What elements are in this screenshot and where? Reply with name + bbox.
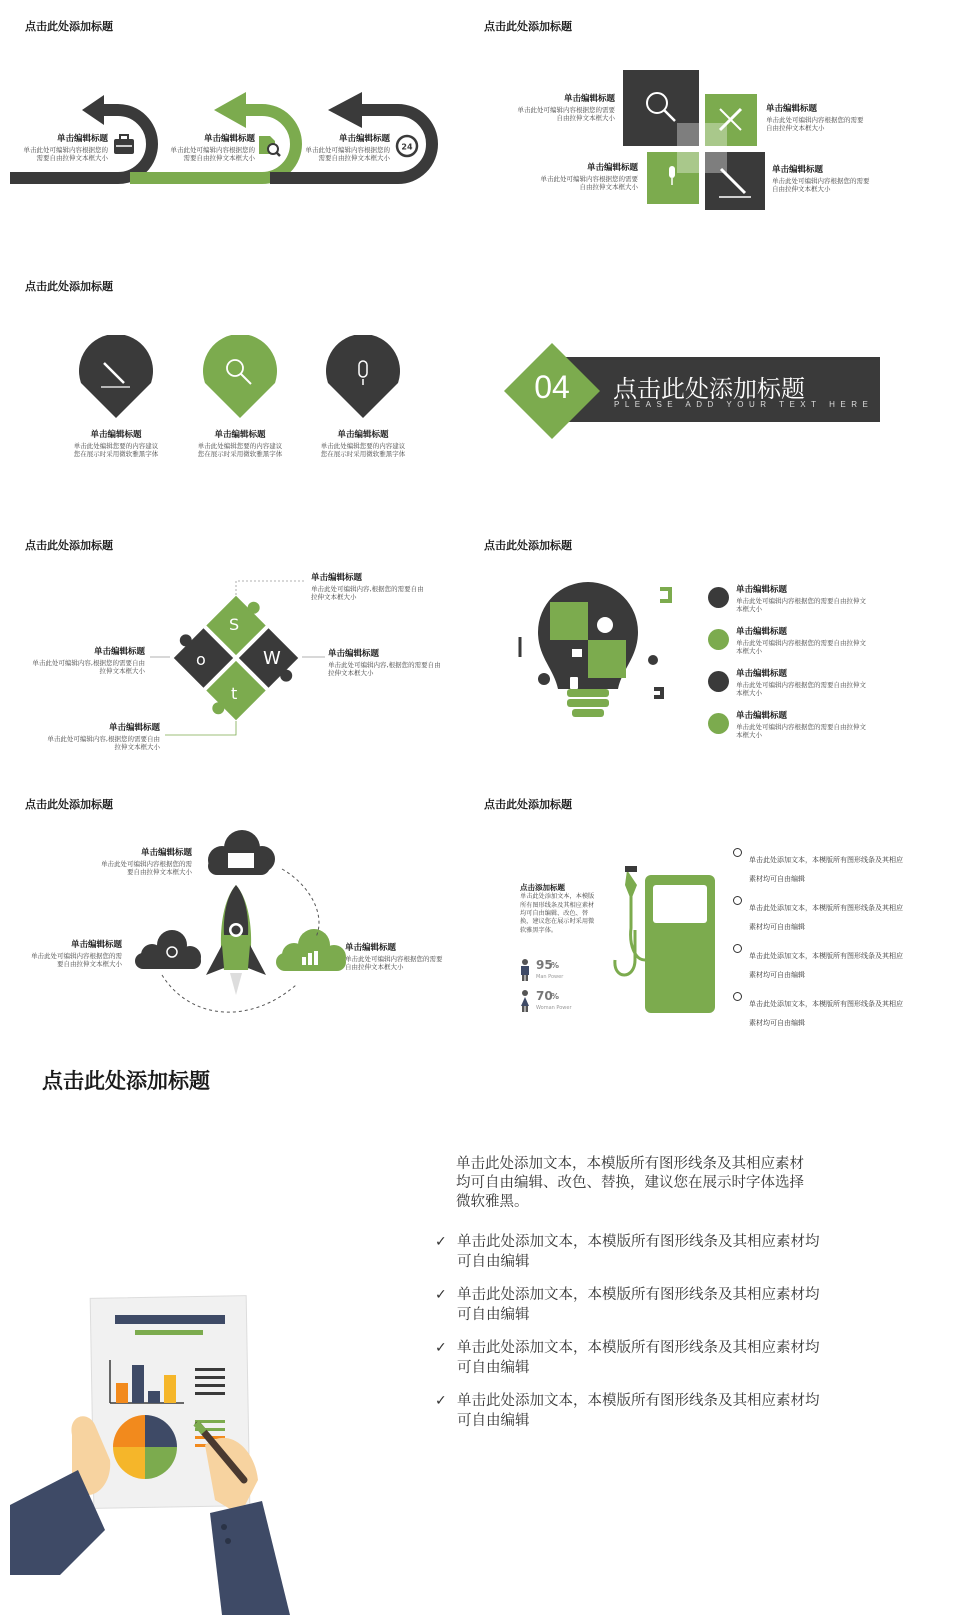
toolbox-icon xyxy=(112,134,136,156)
bulb-item xyxy=(708,585,868,627)
pump-bullet xyxy=(733,895,903,933)
stat-woman-power xyxy=(520,988,600,1014)
slide-title: 点击此处添加标题 xyxy=(25,539,113,552)
step-3-text xyxy=(300,134,390,163)
square-item-3 xyxy=(766,104,866,133)
lightbulb-puzzle-graphic xyxy=(510,577,710,757)
slide-title: 点击此处添加标题 xyxy=(42,1069,210,1093)
target-icon xyxy=(733,944,742,953)
slide-title: 点击此处添加标题 xyxy=(484,539,572,552)
swot-text-bottom xyxy=(43,723,160,752)
item-heading: 单击编辑标题 xyxy=(108,723,160,733)
dark-dot-icon xyxy=(708,671,729,692)
rocket-graphic xyxy=(0,785,470,1040)
swot-text-left xyxy=(30,647,145,676)
stat-label: Woman Power xyxy=(536,1005,572,1011)
block-text: 单击此处添加文本，本模版所有图形线条及其相应素材均可自由编辑、改色、替换，建议您在展示时采用微软雅黑字体。 xyxy=(520,893,595,934)
bulb-item xyxy=(708,669,868,711)
item-heading: 单击编辑标题 xyxy=(328,649,380,659)
slide-title: 点击此处添加标题 xyxy=(25,20,113,33)
report-illustration xyxy=(0,1285,300,1615)
rocket-text-top xyxy=(100,848,192,877)
pin-text-3 xyxy=(319,430,407,459)
swot-letter-o: o xyxy=(196,650,206,669)
section-number: 04 xyxy=(534,369,570,405)
slide-3 xyxy=(0,265,470,520)
pin-desc: 单击此处编辑您要的内容建议您在展示时采用微软雅黑字体 xyxy=(197,441,283,459)
24-hours-badge: 24 xyxy=(401,142,413,152)
slide-1 xyxy=(0,0,470,262)
bulb-list xyxy=(708,585,868,753)
check-item-text: 单击此处添加文本，本模版所有图形线条及其相应素材均可自由编辑 xyxy=(457,1340,820,1376)
pin-heading: 单击编辑标题 xyxy=(90,430,142,440)
step-heading: 单击编辑标题 xyxy=(338,134,390,144)
pump-bullet xyxy=(733,991,903,1029)
item-desc: 单击此处可编辑内容根据您的需要自由拉伸文本框大小 xyxy=(736,596,866,614)
swot-letter-t: t xyxy=(231,684,238,703)
slide-2 xyxy=(480,0,950,262)
check-item-text: 单击此处添加文本，本模版所有图形线条及其相应素材均可自由编辑 xyxy=(457,1287,820,1323)
rocket-text-right xyxy=(345,943,445,972)
swot-letter-w: W xyxy=(263,648,281,669)
pump-bullet xyxy=(733,847,903,885)
target-icon xyxy=(733,896,742,905)
swot-text-right xyxy=(328,649,446,678)
stat-value: 95 xyxy=(536,958,553,972)
item-heading: 单击编辑标题 xyxy=(766,104,818,114)
arrow-steps-graphic xyxy=(0,90,470,262)
step-desc: 单击此处可编辑内容根据您的需要自由拉伸文本框大小 xyxy=(305,145,390,163)
item-heading: 单击编辑标题 xyxy=(140,848,192,858)
pins-graphic xyxy=(0,335,470,430)
checkmark-icon: ✓ xyxy=(435,1234,447,1250)
lightbulb-cloud-icon xyxy=(135,930,201,969)
item-heading: 单击编辑标题 xyxy=(586,163,638,173)
bullet-text: 单击此处添加文本，本模版所有图形线条及其相应素材均可自由编辑 xyxy=(749,1000,903,1027)
pin-desc: 单击此处编辑您要的内容建议您在展示时采用微软雅黑字体 xyxy=(320,441,406,459)
slide-9 xyxy=(0,1045,960,1620)
slide-title: 点击此处添加标题 xyxy=(25,798,113,811)
check-item-text: 单击此处添加文本，本模版所有图形线条及其相应素材均可自由编辑 xyxy=(457,1234,820,1270)
slide-4 xyxy=(480,265,950,520)
square-item-2 xyxy=(538,163,638,192)
slide-6 xyxy=(480,525,950,780)
item-heading: 单击编辑标题 xyxy=(563,94,615,104)
item-heading: 单击编辑标题 xyxy=(311,573,363,583)
item-desc: 单击此处可编辑内容根据您的需要自由拉伸文本框大小 xyxy=(736,722,866,740)
slide-5 xyxy=(0,525,470,780)
bullet-text: 单击此处添加文本，本模版所有图形线条及其相应素材均可自由编辑 xyxy=(749,856,903,883)
item-heading: 单击编辑标题 xyxy=(70,940,122,950)
step-desc: 单击此处可编辑内容根据您的需要自由拉伸文本框大小 xyxy=(23,145,108,163)
slide-8 xyxy=(480,785,950,1040)
slide-title: 点击此处添加标题 xyxy=(484,798,572,811)
bulb-item-text xyxy=(736,627,871,656)
man-icon xyxy=(520,959,530,981)
item-desc: 单击此处可编辑内容根据您的需要自由拉伸文本框大小 xyxy=(772,176,870,194)
intro-text: 单击此处添加文本，本模版所有图形线条及其相应素材均可自由编辑、改色、替换，建议您在展示时字体选择微软雅黑。 xyxy=(456,1156,804,1210)
document-search-icon xyxy=(256,134,282,158)
rocket-text-left xyxy=(28,940,122,969)
block-heading: 点击添加标题 xyxy=(520,883,565,892)
target-icon xyxy=(733,848,742,857)
bulb-item-text xyxy=(736,669,871,698)
item-heading: 单击编辑标题 xyxy=(772,165,824,175)
stat-value: 70 xyxy=(536,989,553,1003)
stat-man-power xyxy=(520,957,600,983)
item-heading: 单击编辑标题 xyxy=(736,627,788,637)
step-1-text xyxy=(18,134,108,163)
item-desc: 单击此处可编辑内容,根据您的需要自由拉伸文本框大小 xyxy=(311,584,424,602)
checkmark-icon: ✓ xyxy=(435,1340,447,1357)
bullet-text: 单击此处添加文本，本模版所有图形线条及其相应素材均可自由编辑 xyxy=(749,952,903,979)
check-item xyxy=(435,1339,825,1378)
stat-label: Man Power xyxy=(536,974,564,980)
pump-bullet xyxy=(733,943,903,981)
woman-icon xyxy=(520,990,530,1012)
fuel-pump-graphic xyxy=(605,860,725,1020)
24-hours-icon xyxy=(394,133,420,159)
item-desc: 单击此处可编辑内容根据您的需要自由拉伸文本框大小 xyxy=(736,638,866,656)
square-item-4 xyxy=(772,165,872,194)
item-heading: 单击编辑标题 xyxy=(736,585,788,595)
dark-dot-icon xyxy=(708,587,729,608)
pin-heading: 单击编辑标题 xyxy=(337,430,389,440)
slide-title: 点击此处添加标题 xyxy=(25,280,113,293)
bulb-item xyxy=(708,627,868,669)
item-desc: 单击此处可编辑内容根据您的需要自由拉伸文本框大小 xyxy=(517,105,615,123)
check-list xyxy=(435,1233,825,1446)
slide-title: 点击此处添加标题 xyxy=(484,20,572,33)
target-icon xyxy=(733,992,742,1001)
square-item-1 xyxy=(515,94,615,123)
checkmark-icon: ✓ xyxy=(435,1393,447,1410)
stat-unit: % xyxy=(551,992,560,1001)
item-heading: 单击编辑标题 xyxy=(345,943,397,953)
item-desc: 单击此处可编辑内容根据您的需要自由拉伸文本框大小 xyxy=(345,954,443,972)
green-dot-icon xyxy=(708,713,729,734)
swot-letter-s: S xyxy=(229,615,240,634)
check-item xyxy=(435,1286,825,1325)
step-desc: 单击此处可编辑内容根据您的需要自由拉伸文本框大小 xyxy=(170,145,255,163)
bulb-item xyxy=(708,711,868,753)
item-heading: 单击编辑标题 xyxy=(736,711,788,721)
pump-text-block xyxy=(520,883,598,935)
item-heading: 单击编辑标题 xyxy=(736,669,788,679)
item-desc: 单击此处可编辑内容根据您的需要自由拉伸文本框大小 xyxy=(31,951,122,969)
step-2-text xyxy=(165,134,255,163)
swot-text-top xyxy=(311,573,429,602)
bullet-text: 单击此处添加文本，本模版所有图形线条及其相应素材均可自由编辑 xyxy=(749,904,903,931)
item-heading: 单击编辑标题 xyxy=(93,647,145,657)
bulb-item-text xyxy=(736,711,871,740)
check-item xyxy=(435,1392,825,1431)
pin-heading: 单击编辑标题 xyxy=(214,430,266,440)
item-desc: 单击此处可编辑内容,根据您的需要自由拉伸文本框大小 xyxy=(32,658,145,676)
item-desc: 单击此处可编辑内容根据您的需要自由拉伸文本框大小 xyxy=(540,174,638,192)
stat-unit: % xyxy=(551,961,560,970)
slide-7 xyxy=(0,785,470,1040)
checkmark-icon: ✓ xyxy=(435,1287,447,1304)
bulb-item-text xyxy=(736,585,871,614)
item-desc: 单击此处可编辑内容,根据您的需要自由拉伸文本框大小 xyxy=(47,734,160,752)
money-cloud-icon xyxy=(208,830,275,875)
item-desc: 单击此处可编辑内容,根据您的需要自由拉伸文本框大小 xyxy=(328,660,441,678)
check-item-text: 单击此处添加文本，本模版所有图形线条及其相应素材均可自由编辑 xyxy=(457,1393,820,1429)
item-desc: 单击此处可编辑内容根据您的需要自由拉伸文本框大小 xyxy=(766,115,864,133)
check-item xyxy=(435,1233,825,1272)
chart-cloud-icon xyxy=(276,929,346,971)
green-dot-icon xyxy=(708,629,729,650)
pin-text-1 xyxy=(72,430,160,459)
pin-text-2 xyxy=(196,430,284,459)
pump-bullet-list xyxy=(733,847,903,1039)
section-subtitle: PLEASE ADD YOUR TEXT HERE xyxy=(614,400,874,409)
item-desc: 单击此处可编辑内容根据您的需要自由拉伸文本框大小 xyxy=(736,680,866,698)
step-heading: 单击编辑标题 xyxy=(203,134,255,144)
item-desc: 单击此处可编辑内容根据您的需要自由拉伸文本框大小 xyxy=(101,859,192,877)
pin-desc: 单击此处编辑您要的内容建议您在展示时采用微软雅黑字体 xyxy=(73,441,159,459)
section-title: 点击此处添加标题 xyxy=(613,375,805,403)
step-heading: 单击编辑标题 xyxy=(56,134,108,144)
